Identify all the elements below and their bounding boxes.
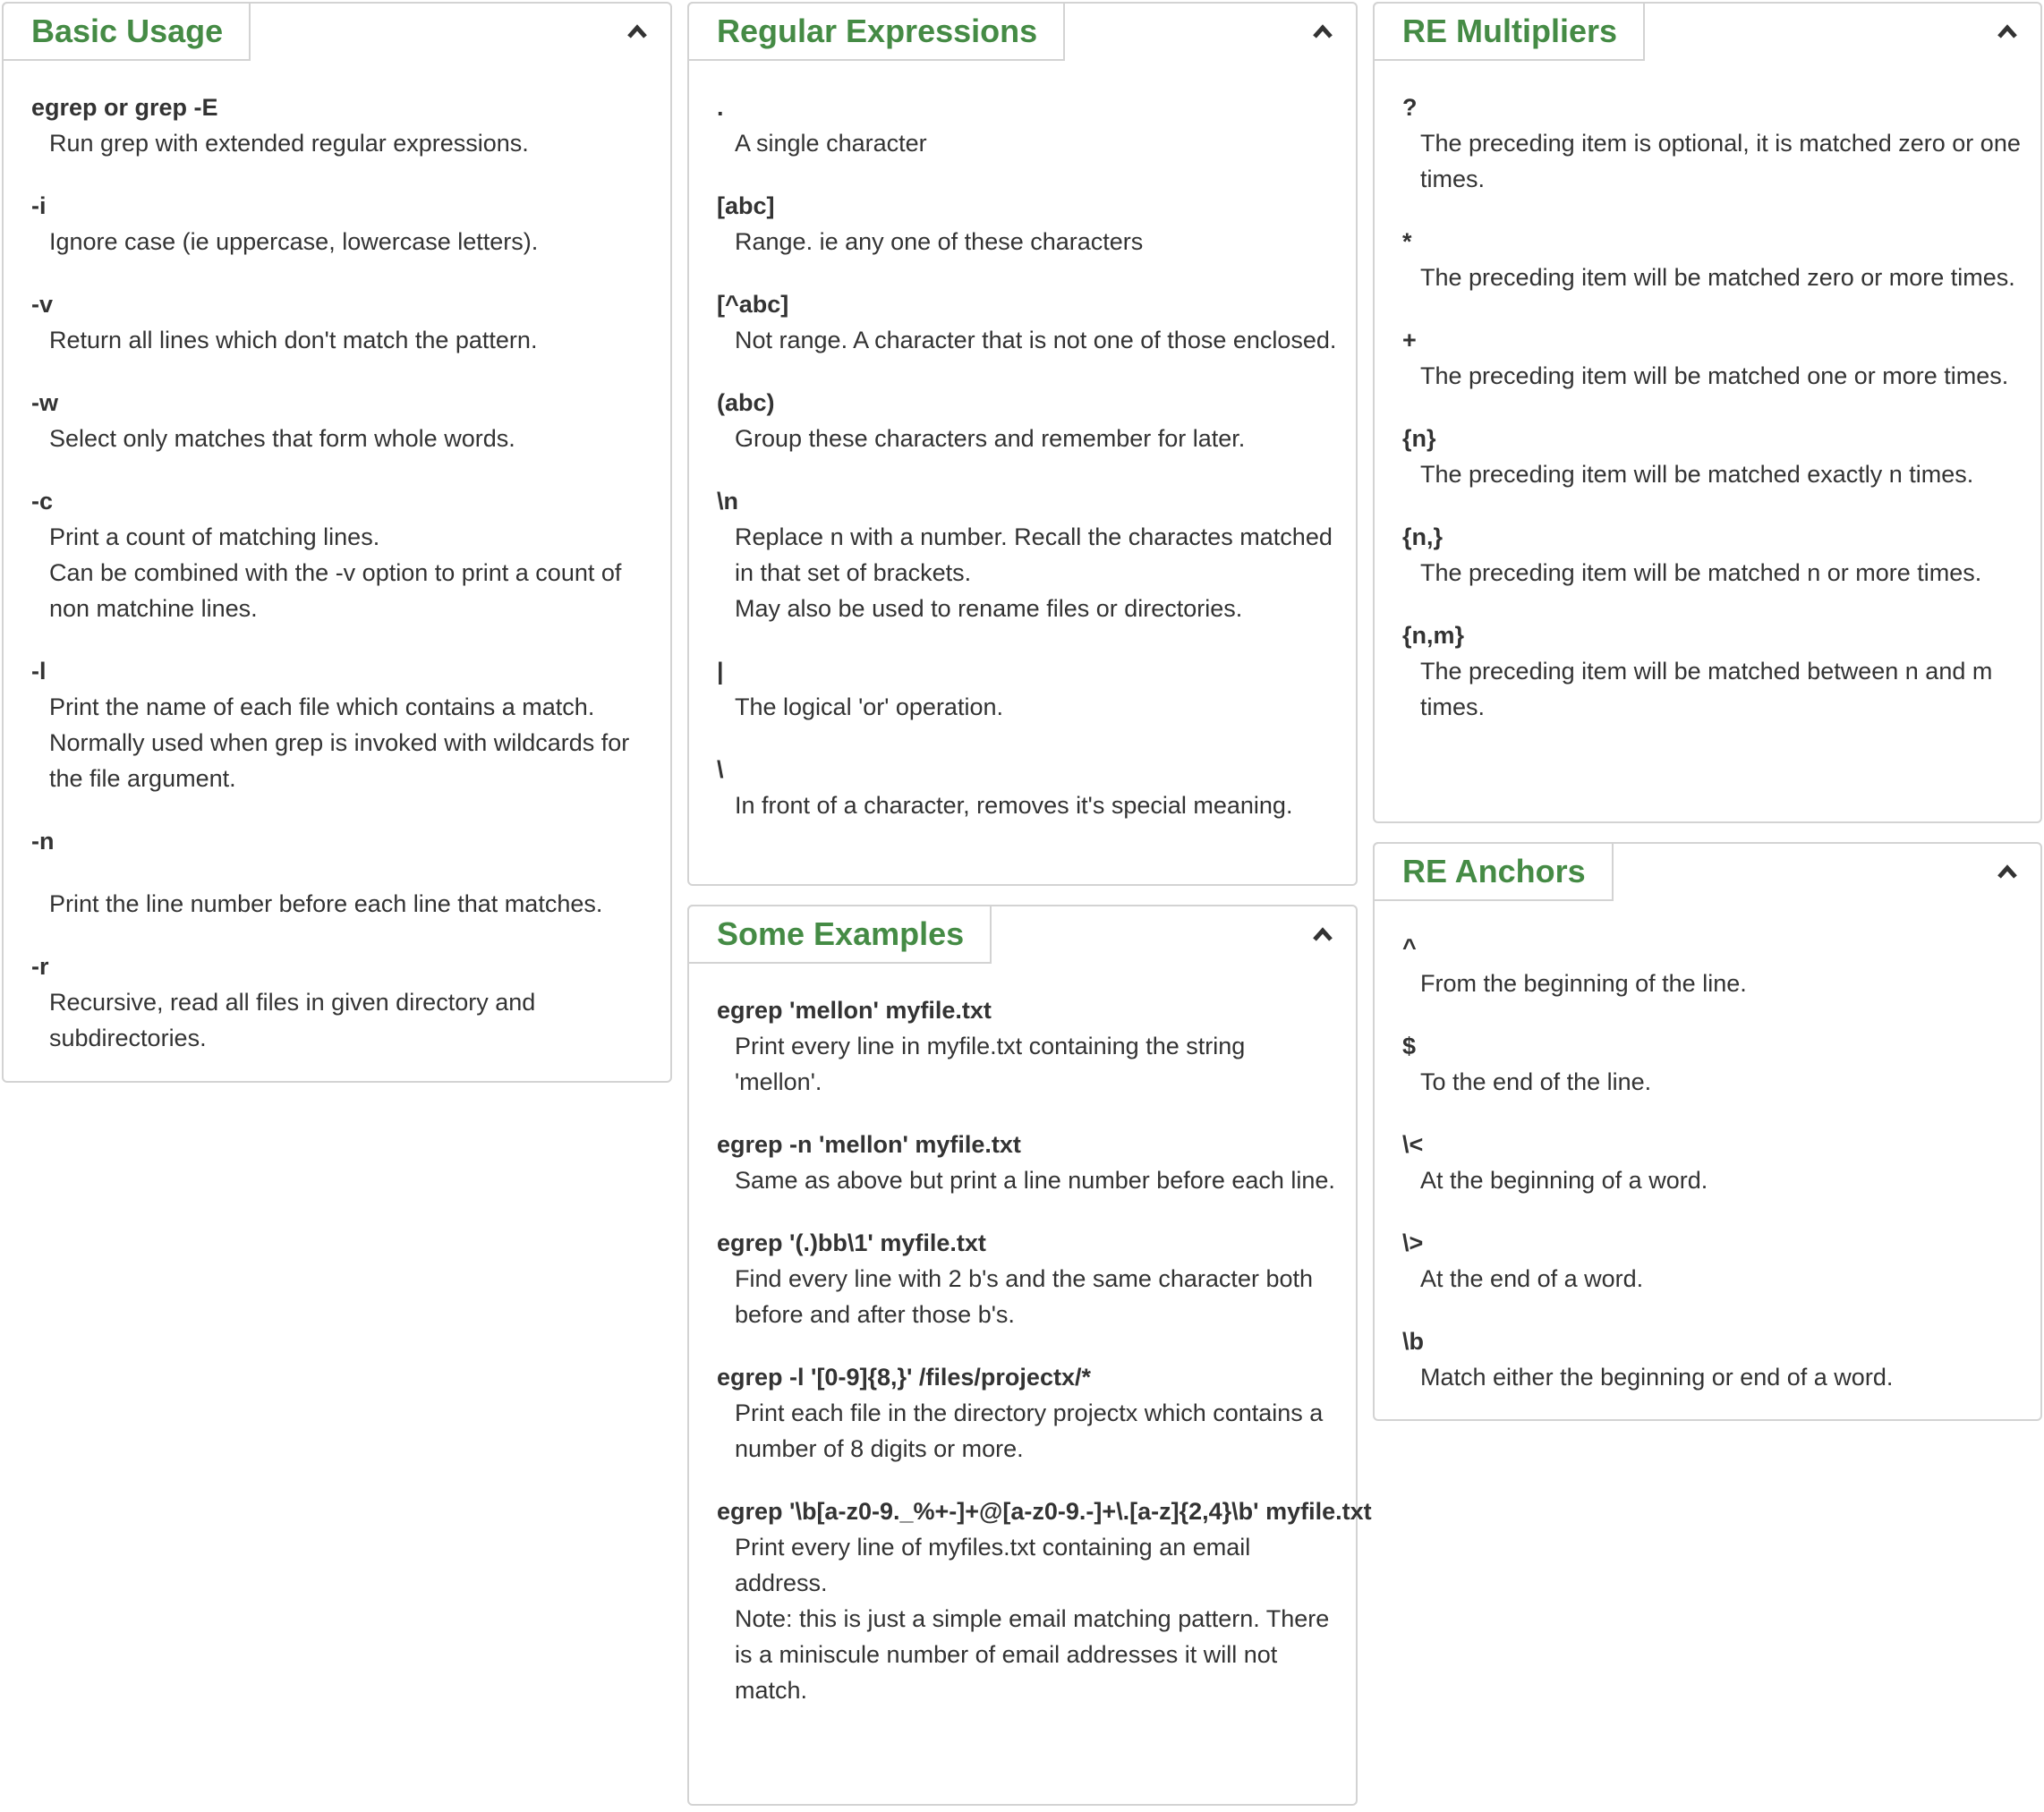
definition-entry	[1402, 421, 2023, 492]
definition-description	[31, 125, 652, 161]
description-line: Ignore case (ie uppercase, lowercase letters).	[49, 228, 539, 255]
definition-entry	[717, 653, 1338, 725]
definition-entry	[717, 1127, 1338, 1198]
basic-usage-panel	[2, 2, 672, 1083]
definition-term: ?	[1402, 94, 1418, 121]
definition-term: -v	[31, 291, 54, 318]
description-line: In front of a character, removes it's special meaning.	[735, 792, 1293, 819]
definition-term: -w	[31, 389, 58, 416]
definition-description	[1402, 456, 2023, 492]
definition-description	[31, 886, 652, 922]
definition-term: egrep 'mellon' myfile.txt	[717, 997, 992, 1024]
basic-usage-list	[31, 89, 652, 1083]
definition-entry	[1402, 617, 2023, 725]
definition-entry	[1402, 89, 2023, 197]
description-line: At the end of a word.	[1420, 1265, 1644, 1292]
chevron-up-icon	[624, 20, 651, 45]
definition-description	[1402, 259, 2023, 295]
definition-entry	[31, 385, 652, 456]
definition-term: \	[717, 756, 724, 783]
definition-entry	[1402, 1225, 2023, 1297]
description-line: Print the name of each file which contains a match.	[49, 693, 595, 720]
definition-term: .	[717, 94, 724, 121]
definition-entry	[1402, 224, 2023, 295]
description-line: Recursive, read all files in given directory and subdirectories.	[49, 989, 536, 1051]
definition-term: $	[1402, 1033, 1417, 1059]
spacer	[31, 859, 652, 886]
description-line: Match either the beginning or end of a word.	[1420, 1364, 1894, 1391]
description-line: Print a count of matching lines.	[49, 523, 380, 550]
description-line: The preceding item will be matched n or more times.	[1420, 559, 1982, 586]
description-line: Normally used when grep is invoked with wildcards for the file argument.	[49, 729, 630, 792]
definition-description	[717, 1028, 1338, 1100]
definition-entry	[717, 385, 1338, 456]
definition-description	[31, 519, 652, 626]
definition-term: egrep -n 'mellon' myfile.txt	[717, 1131, 1021, 1158]
chevron-up-icon	[1994, 860, 2021, 885]
definition-term: egrep or grep -E	[31, 94, 218, 121]
definition-description	[1402, 966, 2023, 1001]
description-line: Print every line in myfile.txt containing the string 'mellon'.	[735, 1033, 1246, 1095]
definition-description	[1402, 1359, 2023, 1395]
definition-description	[31, 322, 652, 358]
definition-term: egrep '\b[a-z0-9._%+-]+@[a-z0-9.-]+\.[a-z]{2,4}\b' myfile.txt	[717, 1498, 1372, 1525]
definition-entry	[31, 286, 652, 358]
definition-term: {n,m}	[1402, 622, 1465, 649]
description-line: Print the line number before each line that matches.	[49, 890, 603, 917]
definition-term: [abc]	[717, 192, 775, 219]
re-anchors-collapse-button[interactable]	[1994, 860, 2021, 885]
definition-term: -c	[31, 488, 54, 515]
definition-description	[717, 421, 1338, 456]
definition-term: \b	[1402, 1328, 1424, 1355]
chevron-up-icon	[1309, 20, 1336, 45]
re-multipliers-collapse-button[interactable]	[1994, 20, 2021, 45]
description-line: From the beginning of the line.	[1420, 970, 1747, 997]
definition-term: -i	[31, 192, 47, 219]
definition-description	[1402, 358, 2023, 394]
description-line: To the end of the line.	[1420, 1068, 1652, 1095]
description-line: At the beginning of a word.	[1420, 1167, 1708, 1194]
re-multipliers-panel	[1373, 2, 2042, 823]
definition-entry	[717, 188, 1338, 259]
chevron-up-icon	[1994, 20, 2021, 45]
definition-description	[31, 689, 652, 796]
re-anchors-list	[1402, 930, 2023, 1422]
definition-entry	[31, 823, 652, 922]
definition-entry	[31, 949, 652, 1056]
re-anchors-title: RE Anchors	[1373, 842, 1614, 901]
chevron-up-icon	[1309, 923, 1336, 948]
definition-entry	[1402, 1127, 2023, 1198]
definition-description	[717, 1162, 1338, 1198]
definition-term: [^abc]	[717, 291, 789, 318]
definition-description	[717, 224, 1338, 259]
definition-term: -l	[31, 658, 47, 685]
description-line: The preceding item will be matched exactly n times.	[1420, 461, 1974, 488]
description-line: Note: this is just a simple email matching pattern. There is a miniscule number of email addresses it will not match.	[735, 1605, 1330, 1704]
definition-entry	[31, 89, 652, 161]
description-line: The preceding item is optional, it is matched zero or one times.	[1420, 130, 2021, 192]
definition-description	[717, 322, 1338, 358]
definition-entry	[31, 188, 652, 259]
description-line: Not range. A character that is not one of those enclosed.	[735, 327, 1337, 353]
description-line: Replace n with a number. Recall the charactes matched in that set of brackets.	[735, 523, 1333, 586]
regular-expressions-collapse-button[interactable]	[1309, 20, 1336, 45]
definition-description	[717, 689, 1338, 725]
definition-entry	[717, 483, 1338, 626]
description-line: Can be combined with the -v option to print a count of non matchine lines.	[49, 559, 622, 622]
description-line: Find every line with 2 b's and the same character both before and after those b's.	[735, 1265, 1313, 1328]
some-examples-title: Some Examples	[687, 905, 992, 964]
definition-entry	[1402, 322, 2023, 394]
definition-entry	[717, 286, 1338, 358]
definition-description	[717, 1261, 1338, 1332]
definition-entry	[1402, 1028, 2023, 1100]
description-line: The preceding item will be matched zero or more times.	[1420, 264, 2015, 291]
definition-term: \<	[1402, 1131, 1424, 1158]
definition-entry	[717, 752, 1338, 823]
definition-description	[1402, 1064, 2023, 1100]
definition-description	[1402, 1162, 2023, 1198]
definition-term: -n	[31, 828, 55, 855]
definition-entry	[717, 1359, 1338, 1467]
basic-usage-title: Basic Usage	[2, 2, 251, 61]
description-line: Print every line of myfiles.txt containing an email address.	[735, 1534, 1251, 1596]
definition-entry	[717, 1225, 1338, 1332]
description-line: Run grep with extended regular expressions.	[49, 130, 529, 157]
definition-term: egrep -l '[0-9]{8,}' /files/projectx/*	[717, 1364, 1091, 1391]
re-multipliers-list	[1402, 89, 2023, 752]
definition-entry	[717, 992, 1338, 1100]
definition-entry	[1402, 1323, 2023, 1395]
description-line: May also be used to rename files or directories.	[735, 595, 1243, 622]
definition-entry	[717, 1493, 1372, 1708]
definition-description	[31, 421, 652, 456]
definition-description	[1402, 653, 2023, 725]
definition-term: \>	[1402, 1229, 1424, 1256]
definition-entry	[31, 483, 652, 626]
definition-description	[1402, 125, 2023, 197]
definition-description	[717, 1529, 1338, 1708]
definition-entry	[1402, 930, 2023, 1001]
definition-term: egrep '(.)bb\1' myfile.txt	[717, 1229, 986, 1256]
description-line: Group these characters and remember for later.	[735, 425, 1246, 452]
definition-term: |	[717, 658, 724, 685]
description-line: Same as above but print a line number before each line.	[735, 1167, 1335, 1194]
definition-entry	[1402, 519, 2023, 591]
definition-description	[717, 787, 1338, 823]
definition-term: {n,}	[1402, 523, 1444, 550]
definition-term: +	[1402, 327, 1417, 353]
some-examples-collapse-button[interactable]	[1309, 923, 1336, 948]
definition-term: ^	[1402, 934, 1417, 961]
definition-term: -r	[31, 953, 49, 980]
regular-expressions-panel	[687, 2, 1358, 886]
description-line: The preceding item will be matched between n and m times.	[1420, 658, 1993, 720]
regular-expressions-list	[717, 89, 1338, 850]
definition-term: *	[1402, 228, 1412, 255]
regular-expressions-title: Regular Expressions	[687, 2, 1065, 61]
description-line: Print each file in the directory projectx which contains a number of 8 digits or more.	[735, 1399, 1324, 1462]
description-line: A single character	[735, 130, 927, 157]
definition-term: (abc)	[717, 389, 775, 416]
description-line: Range. ie any one of these characters	[735, 228, 1144, 255]
re-multipliers-title: RE Multipliers	[1373, 2, 1645, 61]
description-line: The preceding item will be matched one or more times.	[1420, 362, 2009, 389]
definition-description	[31, 224, 652, 259]
re-anchors-panel	[1373, 842, 2042, 1421]
description-line: Return all lines which don't match the pattern.	[49, 327, 538, 353]
definition-description	[717, 519, 1338, 626]
definition-entry	[717, 89, 1338, 161]
some-examples-list	[717, 992, 1372, 1735]
definition-description	[717, 125, 1338, 161]
definition-term: {n}	[1402, 425, 1436, 452]
definition-description	[717, 1395, 1338, 1467]
description-line: The logical 'or' operation.	[735, 693, 1003, 720]
definition-term: \n	[717, 488, 738, 515]
definition-description	[1402, 1261, 2023, 1297]
basic-usage-collapse-button[interactable]	[624, 20, 651, 45]
definition-entry	[31, 653, 652, 796]
description-line: Select only matches that form whole words.	[49, 425, 515, 452]
definition-description	[1402, 555, 2023, 591]
some-examples-panel	[687, 905, 1372, 1806]
definition-description	[31, 984, 652, 1056]
